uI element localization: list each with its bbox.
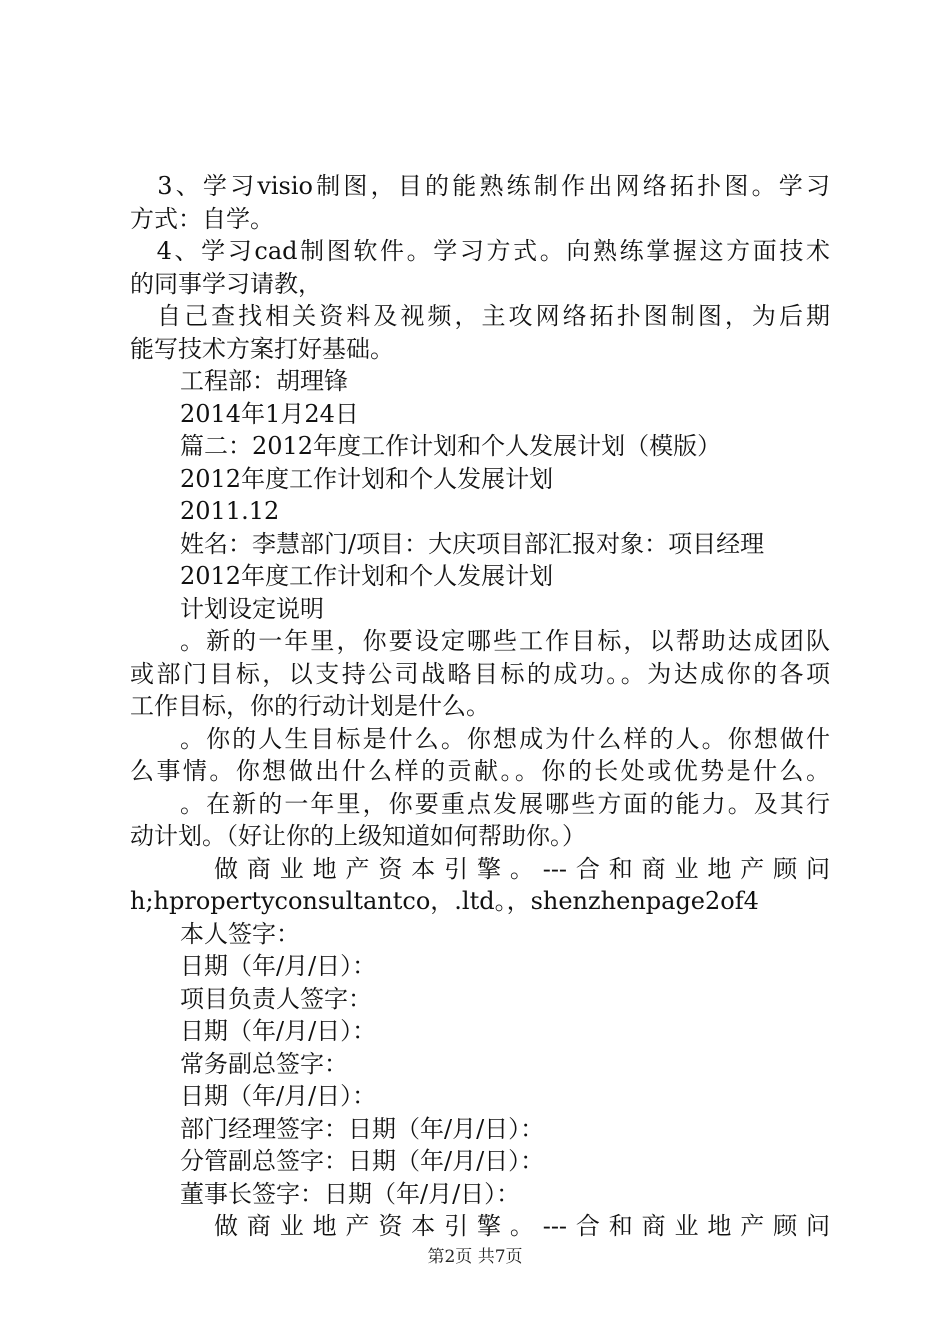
signature-field: 部门经理签字：日期（年/月/日）： xyxy=(180,1114,545,1143)
paragraph-line: 的同事学习请教， xyxy=(130,269,322,298)
paragraph-line: 么事情。你想做出什么样的贡献。。你的长处或优势是什么。 xyxy=(130,757,830,785)
paragraph-line: 工作目标，你的行动计划是什么。 xyxy=(130,692,490,720)
author-info: 姓名：李慧部门/项目：大庆项目部汇报对象：项目经理 xyxy=(180,529,765,558)
date-field: 日期（年/月/日）： xyxy=(180,1082,377,1110)
date-line: 2011.12 xyxy=(180,497,280,525)
paragraph-line: 。你的人生目标是什么。你想成为什么样的人。你想做什 xyxy=(180,724,830,753)
page-number: 第2页 共7页 xyxy=(427,1247,523,1267)
paragraph-line: 。在新的一年里，你要重点发展哪些方面的能力。及其行 xyxy=(180,789,830,818)
company-slogan: 做商业地产资本引擎。---合和商业地产顾问 xyxy=(214,1212,830,1240)
signature-field: 董事长签字：日期（年/月/日）： xyxy=(180,1179,521,1208)
paragraph-line: 动计划。（好让你的上级知道如何帮助你。） xyxy=(130,822,586,850)
section-heading: 篇二：2012年度工作计划和个人发展计划（模版） xyxy=(180,432,722,460)
signature-field: 常务副总签字： xyxy=(180,1049,348,1078)
company-slogan: 做商业地产资本引擎。---合和商业地产顾问 xyxy=(214,854,830,883)
paragraph-line: 或部门目标，以支持公司战略目标的成功。。为达成你的各项 xyxy=(130,659,830,688)
paragraph-line: 自己查找相关资料及视频，主攻网络拓扑图制图，为后期 xyxy=(130,302,830,330)
subsection-heading: 计划设定说明 xyxy=(180,594,324,623)
paragraph-line: 3、学习visio制图，目的能熟练制作出网络拓扑图。学习 xyxy=(130,172,830,200)
date-field: 日期（年/月/日）： xyxy=(180,1017,377,1045)
document-title: 2012年度工作计划和个人发展计划 xyxy=(180,562,554,590)
paragraph-line: 。新的一年里，你要设定哪些工作目标，以帮助达成团队 xyxy=(180,627,830,655)
paragraph-line: 4、学习cad制图软件。学习方式。向熟练掌握这方面技术 xyxy=(130,237,830,265)
signature-department: 工程部：胡理锋 xyxy=(180,367,348,395)
document-title: 2012年度工作计划和个人发展计划 xyxy=(180,464,554,493)
date-field: 日期（年/月/日）： xyxy=(180,952,377,980)
paragraph-line: 方式：自学。 xyxy=(130,204,274,233)
signature-field: 分管副总签字：日期（年/月/日）： xyxy=(180,1147,545,1175)
paragraph-line: 能写技术方案打好基础。 xyxy=(130,334,394,363)
signature-field: 本人签字： xyxy=(180,919,300,948)
document-body xyxy=(130,170,830,1243)
signature-field: 项目负责人签字： xyxy=(180,984,372,1013)
company-footer-text: h;hpropertyconsultantco，.ltd。，shenzhenpage2of4 xyxy=(130,887,759,915)
date-line: 2014年1月24日 xyxy=(180,399,359,428)
